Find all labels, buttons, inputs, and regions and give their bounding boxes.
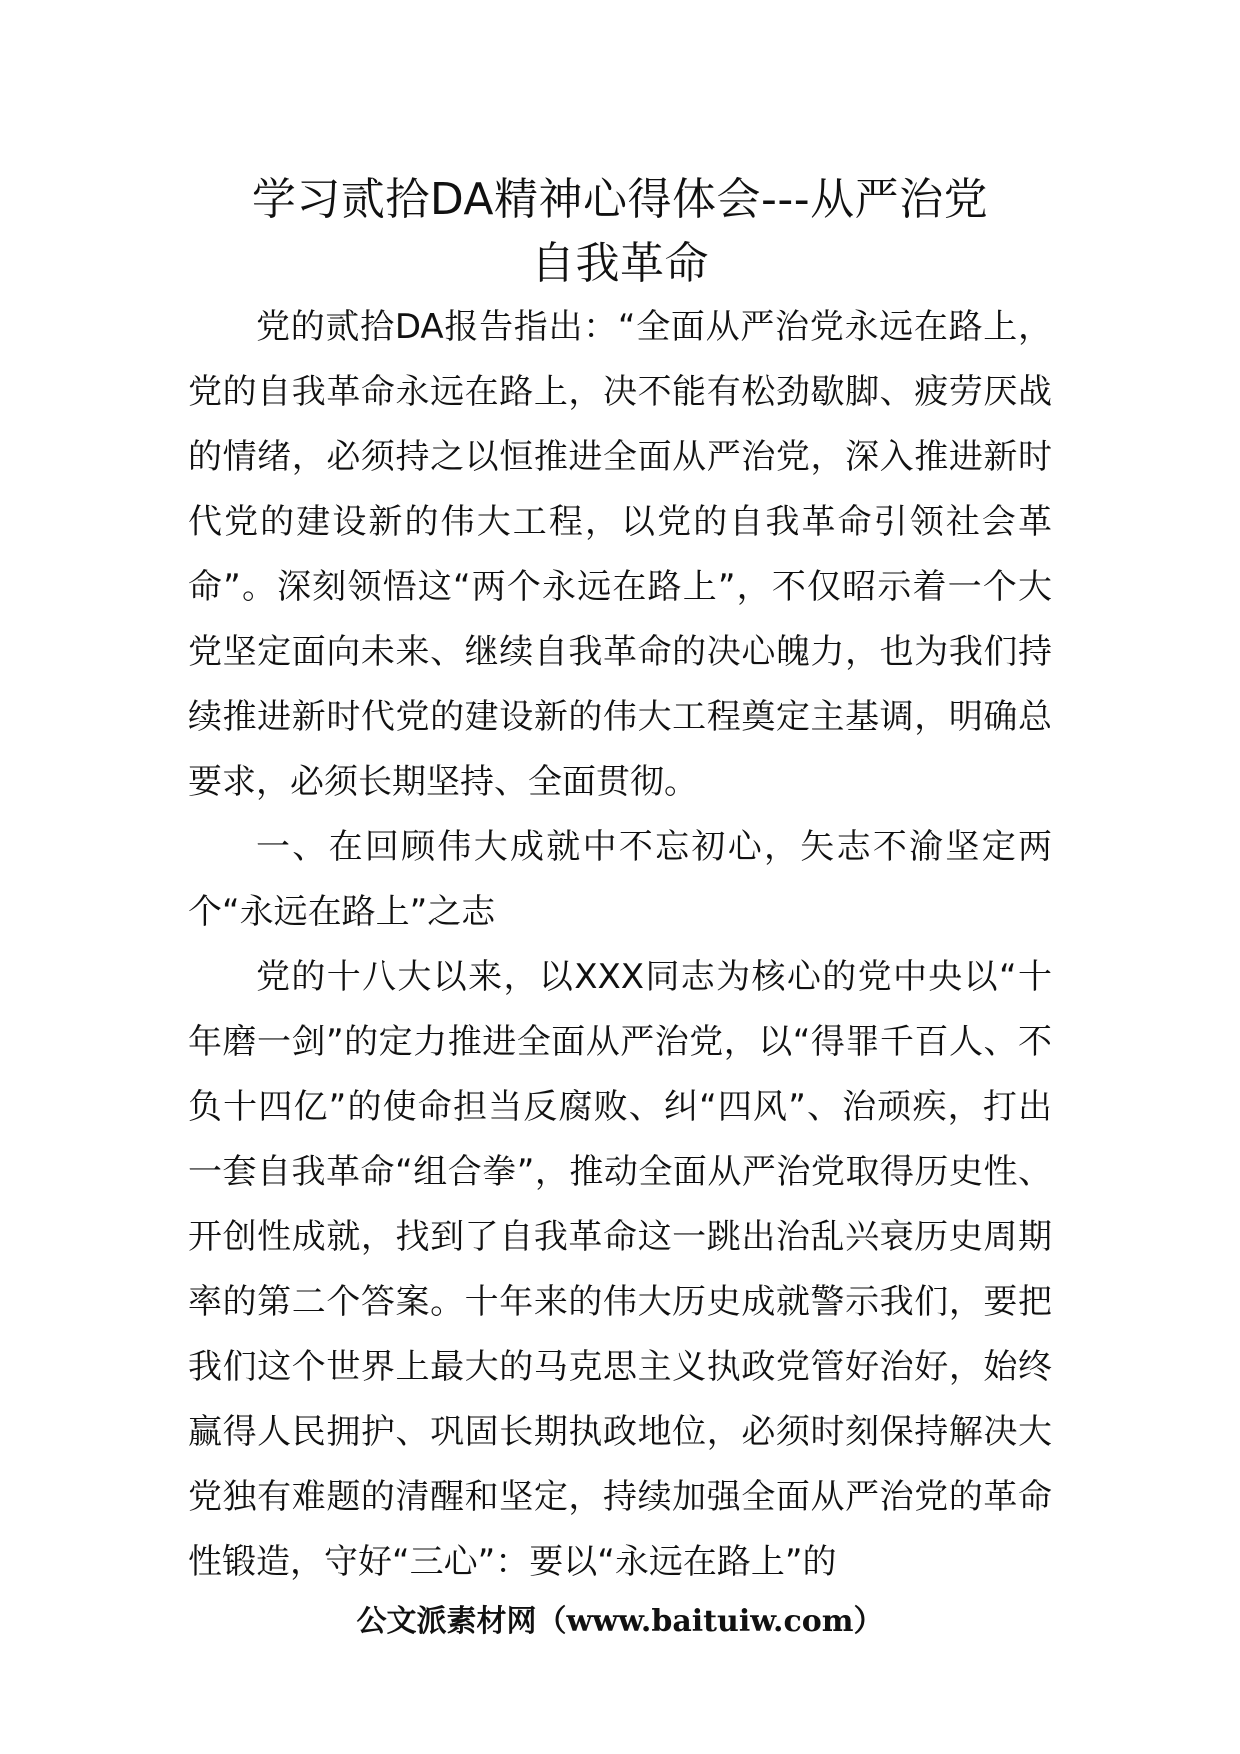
document-body [188, 295, 1052, 1595]
paragraph-intro: 党的贰拾DA报告指出：“全面从严治党永远在路上，党的自我革命永远在路上，决不能有松劲歇脚、疲劳厌战的情绪，必须持之以恒推进全面从严治党，深入推进新时代党的建设新的伟大工程，以党的自我革命引领社会革命”。深刻领悟这“两个永远在路上”，不仅昭示着一个大党坚定面向未来、继续自我革命的决心魄力，也为我们持续推进新时代党的建设新的伟大工程奠定主基调，明确总要求，必须长期坚持、全面贯彻。 [188, 307, 1052, 802]
document-title-line1: 学习贰拾DA精神心得体会---从严治党 [251, 174, 989, 225]
section-heading-1: 一、在回顾伟大成就中不忘初心，矢志不渝坚定两个“永远在路上”之志 [188, 827, 1052, 932]
footer-source: 公文派素材网（www.baituiw.com） [356, 1604, 884, 1639]
document-title-line2: 自我革命 [531, 238, 709, 289]
paragraph-section-1: 党的十八大以来，以XXX同志为核心的党中央以“十年磨一剑”的定力推进全面从严治党，以“得罪千百人、不负十四亿”的使命担当反腐败、纠“四风”、治顽疾，打出一套自我革命“组合拳”，推动全面从严治党取得历史性、开创性成就，找到了自我革命这一跳出治乱兴衰历史周期率的第二个答案。十年来的伟大历史成就警示我们，要把我们这个世界上最大的马克思主义执政党管好治好，始终赢得人民拥护、巩固长期执政地位，必须时刻保持解决大党独有难题的清醒和坚定，持续加强全面从严治党的革命性锻造，守好“三心”：要以“永远在路上”的 [188, 957, 1052, 1582]
